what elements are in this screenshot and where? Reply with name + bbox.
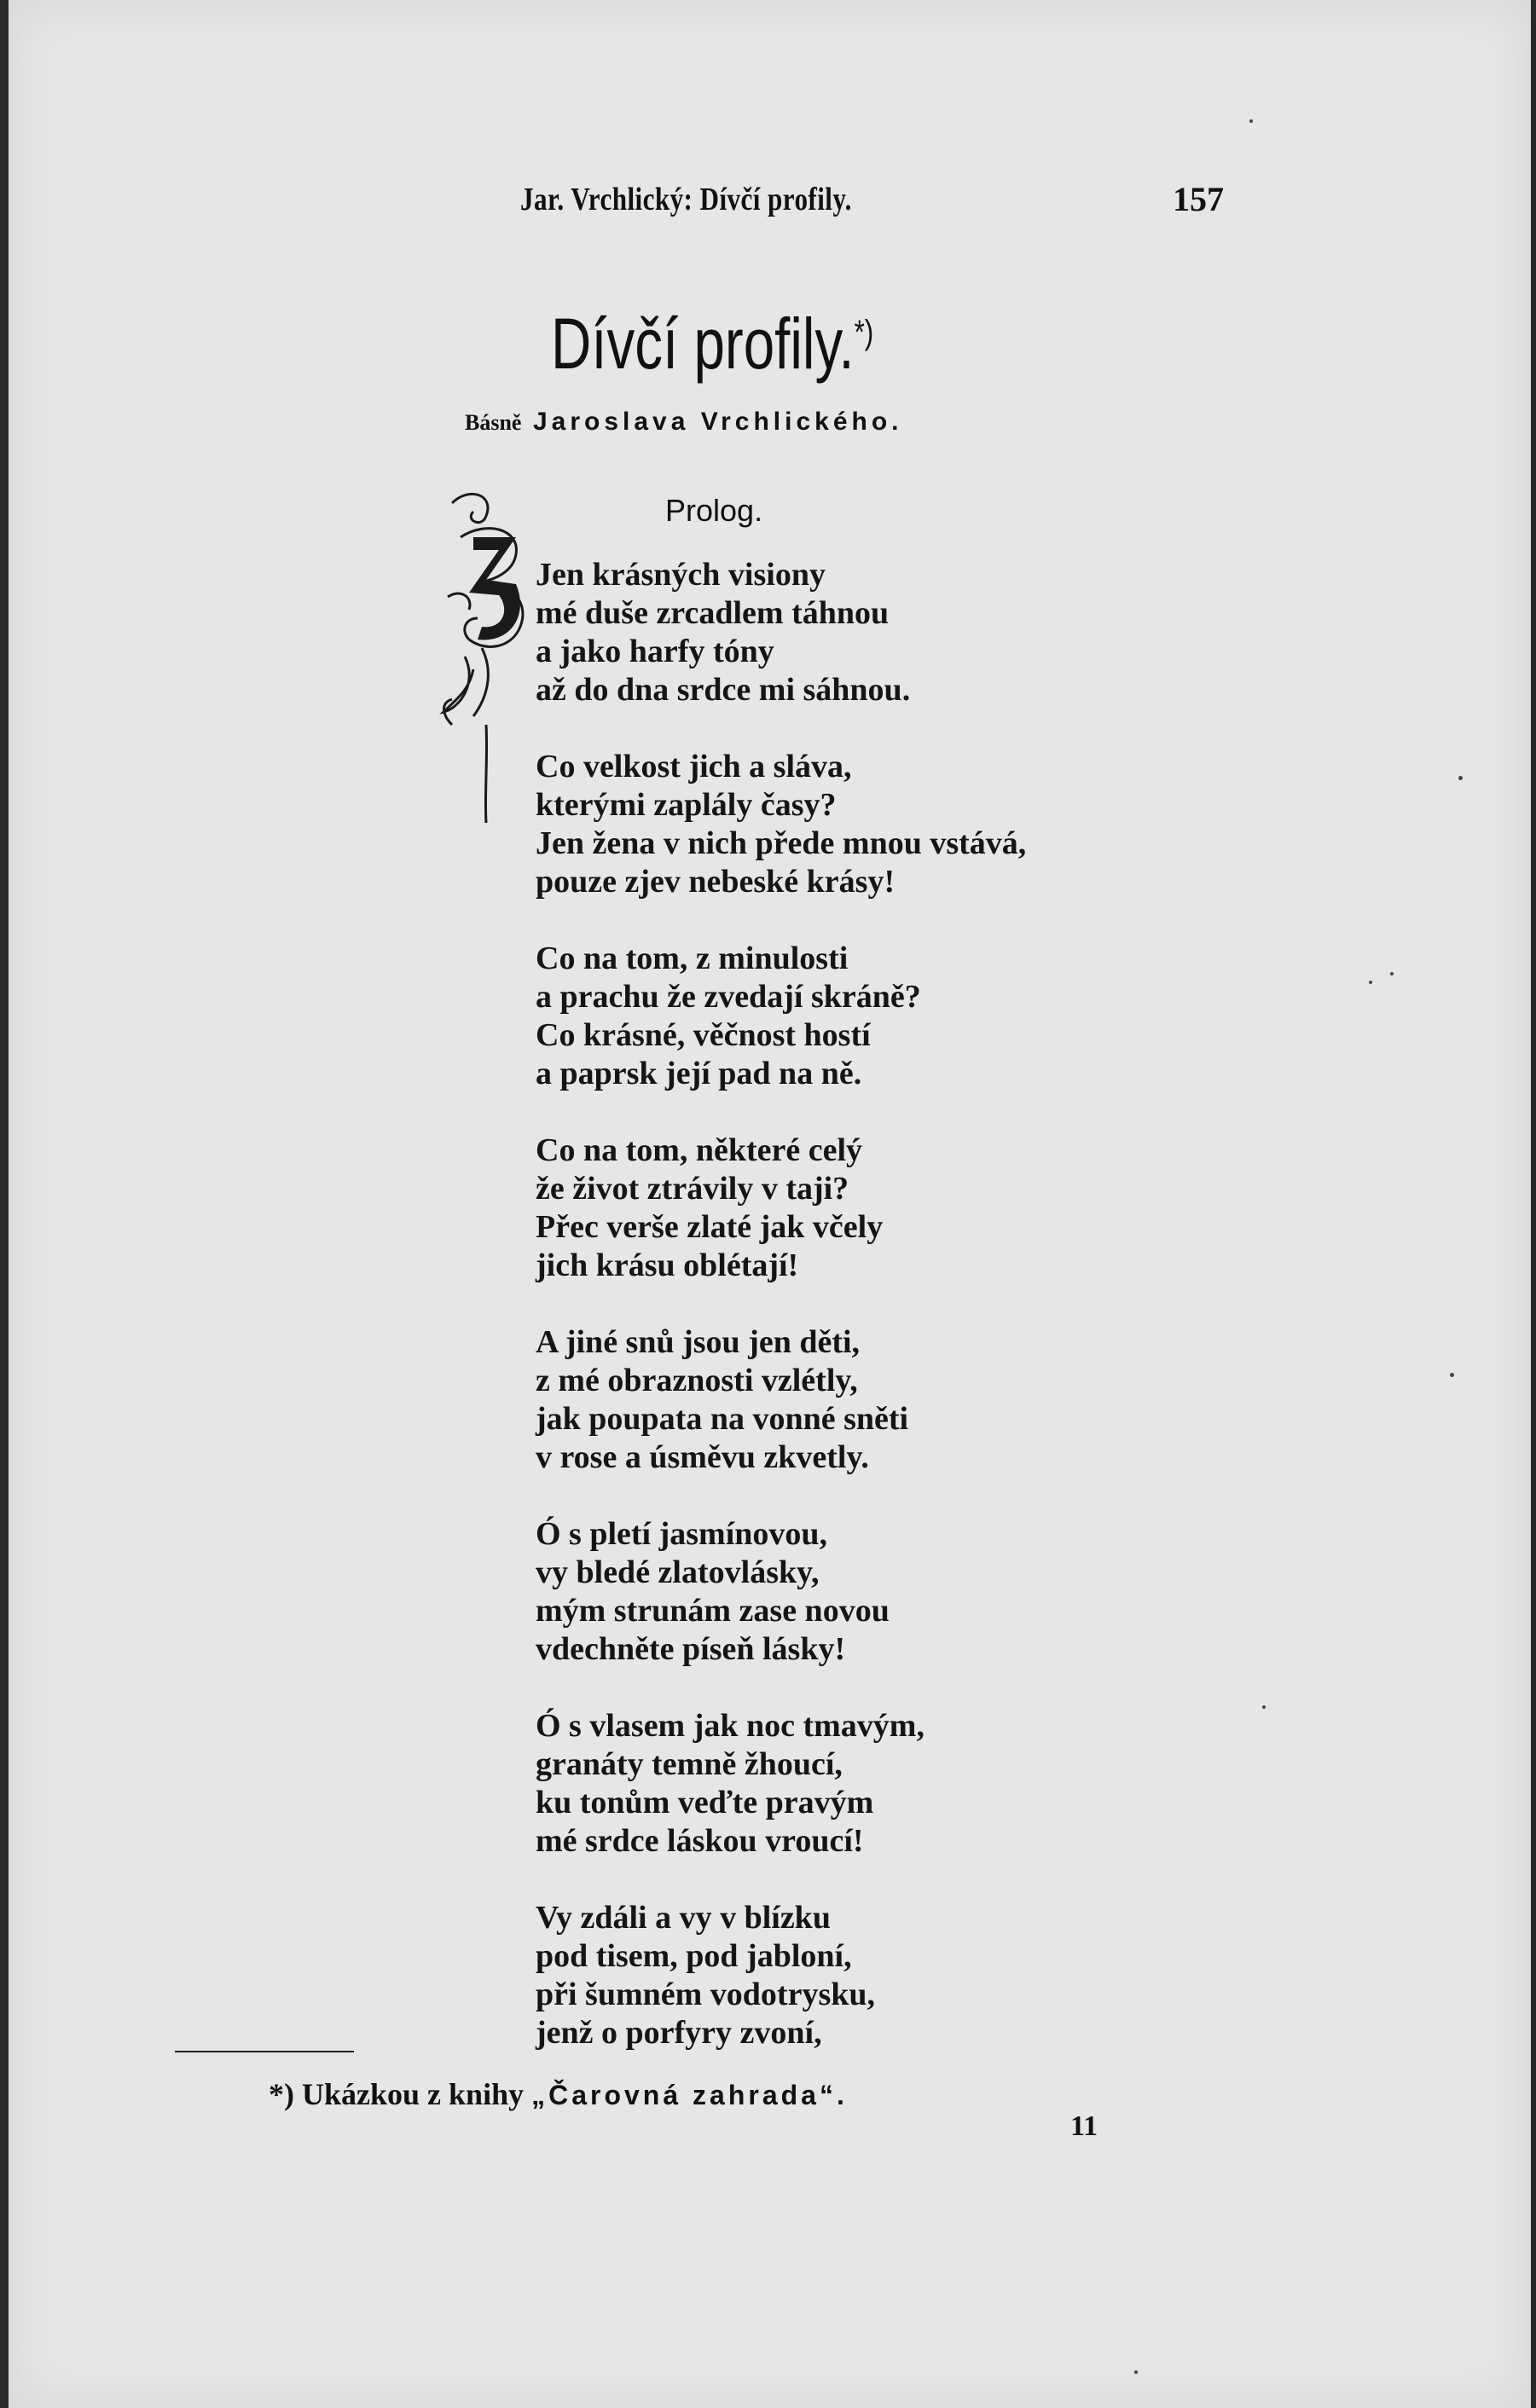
poem-line: Přec verše zlaté jak včely <box>536 1209 884 1245</box>
footnote-book-title: „Čarovná zahrada“. <box>531 2080 848 2110</box>
byline-author: Jaroslava Vrchlického. <box>532 408 903 436</box>
footnote <box>269 2076 848 2112</box>
poem-line: až do dna srdce mi sáhnou. <box>536 672 911 708</box>
poem-line: Jen žena v nich přede mnou vstává, <box>536 825 1027 861</box>
poem-line: že život ztrávily v taji? <box>536 1171 849 1207</box>
stanza <box>536 1515 1026 1669</box>
poem-line: jak poupata na vonné sněti <box>536 1401 909 1437</box>
poem-line: jich krásu oblétají! <box>536 1247 799 1283</box>
stanza <box>536 940 1026 1093</box>
paper-speck <box>1262 1705 1266 1709</box>
poem-line: Ó s pletí jasmínovou, <box>536 1516 828 1552</box>
section-heading: Prolog. <box>665 493 763 528</box>
byline-prefix: Básně <box>465 410 522 435</box>
poem-line: Co krásné, věčnost hostí <box>536 1017 871 1053</box>
poem-line: pod tisem, pod jabloní, <box>536 1938 852 1974</box>
paper-speck <box>1390 972 1394 975</box>
poem-title-text: Dívčí profily. <box>551 304 855 384</box>
footnote-mark: *) <box>269 2077 294 2111</box>
poem-line: a prachu že zvedají skráně? <box>536 979 921 1015</box>
poem-line: granáty temně žhoucí, <box>536 1746 843 1782</box>
poem-line: z mé obraznosti vzlétly, <box>536 1363 858 1398</box>
poem-line: A jiné snů jsou jen děti, <box>536 1324 861 1360</box>
poem-line: Ó s vlasem jak noc tmavým, <box>536 1708 924 1744</box>
paper-speck <box>1134 2370 1138 2374</box>
ornamental-initial-icon <box>435 486 542 827</box>
title-footnote-mark: *) <box>854 314 874 351</box>
stanza <box>536 1899 1026 2052</box>
poem-line: vdechněte píseň lásky! <box>536 1631 846 1667</box>
poem-line: mé duše zrcadlem táhnou <box>536 595 890 631</box>
page-number: 157 <box>1173 180 1224 218</box>
paper-speck <box>1458 776 1463 780</box>
footnote-divider <box>175 2051 354 2052</box>
poem-line: mým strunám zase novou <box>536 1593 890 1629</box>
poem-line: ku tonům veďte pravým <box>536 1785 874 1820</box>
byline <box>465 408 903 437</box>
poem-line: Co na tom, z minulosti <box>536 941 849 976</box>
poem-line: kterými zaplály časy? <box>536 787 837 823</box>
poem-line: jenž o porfyry zvoní, <box>536 2015 822 2051</box>
poem-line: pouze zjev nebeské krásy! <box>536 864 896 900</box>
paper-speck <box>1369 981 1372 984</box>
paper-speck <box>1450 1373 1454 1377</box>
poem-line: Co velkost jich a sláva, <box>536 749 852 784</box>
footnote-text: Ukázkou z knihy <box>302 2077 525 2111</box>
poem-line: v rose a úsměvu zkvetly. <box>536 1439 869 1475</box>
poem-line: Jen krásných visiony <box>536 557 826 593</box>
poem-body <box>536 556 1026 2091</box>
running-title: Jar. Vrchlický: Dívčí profily. <box>520 182 852 217</box>
signature-mark: 11 <box>1070 2110 1098 2142</box>
poem-title <box>551 303 873 385</box>
poem-line: Vy zdáli a vy v blízku <box>536 1900 831 1936</box>
poem-line: při šumném vodotrysku, <box>536 1977 875 2012</box>
book-page <box>9 0 1531 2408</box>
stanza <box>536 556 1026 709</box>
stanza <box>536 1323 1026 1477</box>
stanza <box>536 1132 1026 1285</box>
paper-speck <box>1249 119 1253 123</box>
poem-line: a paprsk její pad na ně. <box>536 1056 862 1091</box>
poem-line: vy bledé zlatovlásky, <box>536 1554 820 1590</box>
poem-line: Co na tom, některé celý <box>536 1132 863 1168</box>
poem-line: a jako harfy tóny <box>536 634 774 669</box>
poem-line: mé srdce láskou vroucí! <box>536 1823 864 1859</box>
stanza <box>536 1707 1026 1861</box>
stanza <box>536 748 1026 901</box>
